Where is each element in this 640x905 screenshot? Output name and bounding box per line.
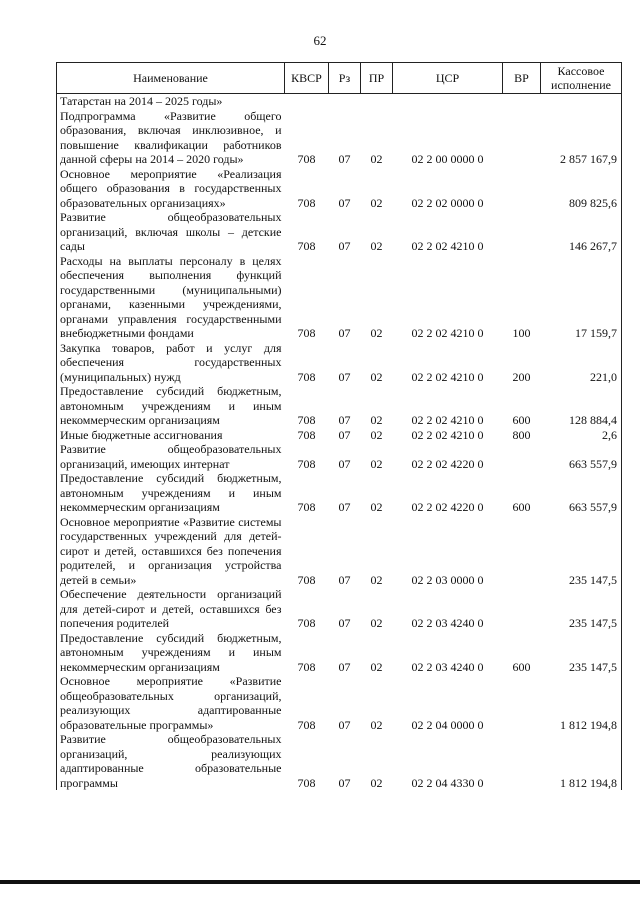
cell-pr: 02 bbox=[370, 500, 383, 514]
cell-vr: 100 bbox=[512, 326, 531, 340]
cell-name: Основное мероприятие «Развитие системы государственных учреждений для детей-сирот и детей, оставшихся без попечения родителей, и организация устройства детей в семьи» bbox=[57, 515, 285, 588]
cell-rz: 07 bbox=[338, 326, 351, 340]
table-row bbox=[57, 94, 622, 109]
cell-vr bbox=[503, 515, 541, 588]
table-row bbox=[57, 428, 622, 443]
budget-execution-table bbox=[56, 62, 622, 790]
cell-rz: 07 bbox=[338, 195, 351, 210]
header-csr: ЦСР bbox=[393, 63, 503, 94]
cell-pr: 02 bbox=[370, 239, 383, 253]
cell-rz: 07 bbox=[338, 369, 351, 384]
cell-rz: 07 bbox=[338, 152, 351, 166]
cell-csr: 02 2 02 4210 0 bbox=[411, 239, 484, 253]
cell-kvsr: 708 bbox=[297, 152, 316, 166]
header-vr: ВР bbox=[503, 63, 541, 94]
table-row bbox=[57, 384, 622, 428]
cell-amount: 235 147,5 bbox=[541, 631, 622, 675]
cell-amount: 663 557,9 bbox=[541, 471, 622, 515]
header-kvsr: КВСР bbox=[285, 63, 329, 94]
cell-amount: 17 159,7 bbox=[541, 254, 622, 341]
table-row bbox=[57, 254, 622, 341]
cell-name: Предоставление субсидий бюджетным, автономным учреждениям и иным некоммерческим организациям bbox=[57, 384, 285, 428]
cell-name: Подпрограмма «Развитие общего образования, включая инклюзивное, и повышение квалификации работников данной сферы на 2014 – 2020 годы» bbox=[57, 109, 285, 167]
table-row bbox=[57, 210, 622, 254]
cell-rz: 07 bbox=[338, 659, 351, 674]
cell-amount: 663 557,9 bbox=[541, 442, 622, 471]
cell-name: Основное мероприятие «Развитие общеобразовательных организаций, реализующих адаптированные образовательные программы» bbox=[57, 674, 285, 732]
cell-name: Развитие общеобразовательных организаций, реализующих адаптированные образовательные программы bbox=[57, 732, 285, 790]
cell-amount: 235 147,5 bbox=[541, 587, 622, 631]
cell-pr: 02 bbox=[370, 775, 383, 790]
cell-kvsr: 708 bbox=[297, 413, 316, 427]
cell-rz: 07 bbox=[338, 616, 351, 630]
cell-vr: 600 bbox=[512, 500, 531, 514]
cell-csr: 02 2 04 0000 0 bbox=[411, 717, 484, 732]
cell-vr bbox=[503, 167, 541, 211]
table-row bbox=[57, 471, 622, 515]
table-header-row bbox=[57, 63, 622, 94]
table-row bbox=[57, 442, 622, 471]
cell-name: Расходы на выплаты персоналу в целях обеспечения выполнения функций государственными (муниципальными) органами, казенными учреждениями, органами управления государственными внебюджетными фондами bbox=[57, 254, 285, 341]
cell-csr: 02 2 00 0000 0 bbox=[411, 152, 484, 166]
cell-csr bbox=[393, 94, 503, 109]
cell-name: Предоставление субсидий бюджетным, автономным учреждениям и иным некоммерческим организациям bbox=[57, 471, 285, 515]
cell-pr: 02 bbox=[370, 616, 383, 630]
cell-kvsr: 708 bbox=[297, 239, 316, 253]
table-row bbox=[57, 109, 622, 167]
table-row bbox=[57, 167, 622, 211]
cell-kvsr: 708 bbox=[297, 326, 316, 340]
cell-amount: 809 825,6 bbox=[541, 167, 622, 211]
cell-kvsr: 708 bbox=[297, 369, 316, 384]
cell-name: Татарстан на 2014 – 2025 годы» bbox=[57, 94, 285, 109]
cell-csr: 02 2 02 4210 0 bbox=[411, 369, 484, 384]
header-amount: Кассовое исполнение bbox=[541, 63, 622, 94]
cell-pr: 02 bbox=[370, 717, 383, 732]
cell-csr: 02 2 02 0000 0 bbox=[411, 195, 484, 210]
cell-name: Иные бюджетные ассигнования bbox=[57, 428, 285, 443]
cell-name: Закупка товаров, работ и услуг для обеспечения государственных (муниципальных) нужд bbox=[57, 341, 285, 385]
cell-vr bbox=[503, 109, 541, 167]
cell-amount: 128 884,4 bbox=[541, 384, 622, 428]
cell-pr: 02 bbox=[370, 427, 383, 442]
cell-rz: 07 bbox=[338, 572, 351, 587]
cell-kvsr: 708 bbox=[297, 500, 316, 514]
cell-rz: 07 bbox=[338, 413, 351, 427]
table-row bbox=[57, 341, 622, 385]
cell-pr bbox=[361, 94, 393, 109]
cell-pr: 02 bbox=[370, 152, 383, 166]
cell-vr: 200 bbox=[512, 369, 531, 384]
cell-name: Развитие общеобразовательных организаций, имеющих интернат bbox=[57, 442, 285, 471]
cell-rz: 07 bbox=[338, 239, 351, 253]
cell-rz bbox=[329, 94, 361, 109]
cell-amount: 1 812 194,8 bbox=[541, 732, 622, 790]
header-name: Наименование bbox=[57, 63, 285, 94]
cell-rz: 07 bbox=[338, 456, 351, 471]
cell-csr: 02 2 03 4240 0 bbox=[411, 616, 484, 630]
cell-csr: 02 2 03 0000 0 bbox=[411, 572, 484, 587]
cell-csr: 02 2 03 4240 0 bbox=[411, 659, 484, 674]
cell-pr: 02 bbox=[370, 572, 383, 587]
cell-pr: 02 bbox=[370, 659, 383, 674]
cell-amount: 235 147,5 bbox=[541, 515, 622, 588]
cell-vr bbox=[503, 732, 541, 790]
cell-amount: 1 812 194,8 bbox=[541, 674, 622, 732]
cell-amount: 2,6 bbox=[541, 428, 622, 443]
table-row bbox=[57, 631, 622, 675]
cell-vr bbox=[503, 674, 541, 732]
cell-kvsr: 708 bbox=[297, 572, 316, 587]
cell-vr bbox=[503, 94, 541, 109]
cell-csr: 02 2 02 4210 0 bbox=[411, 413, 484, 427]
cell-csr: 02 2 02 4220 0 bbox=[411, 500, 484, 514]
cell-amount: 2 857 167,9 bbox=[541, 109, 622, 167]
cell-vr bbox=[503, 210, 541, 254]
cell-kvsr: 708 bbox=[297, 195, 316, 210]
cell-kvsr bbox=[285, 94, 329, 109]
cell-rz: 07 bbox=[338, 775, 351, 790]
cell-name: Обеспечение деятельности организаций для детей-сирот и детей, оставшихся без попечения родителей bbox=[57, 587, 285, 631]
cell-pr: 02 bbox=[370, 369, 383, 384]
cell-rz: 07 bbox=[338, 500, 351, 514]
cell-name: Основное мероприятие «Реализация общего образования в государственных образовательных организациях» bbox=[57, 167, 285, 211]
cell-rz: 07 bbox=[338, 427, 351, 442]
cell-name: Развитие общеобразовательных организаций, включая школы – детские сады bbox=[57, 210, 285, 254]
cell-kvsr: 708 bbox=[297, 775, 316, 790]
cell-pr: 02 bbox=[370, 195, 383, 210]
cell-kvsr: 708 bbox=[297, 456, 316, 471]
cell-pr: 02 bbox=[370, 326, 383, 340]
page-number: 62 bbox=[313, 33, 327, 48]
cell-name: Предоставление субсидий бюджетным, автономным учреждениям и иным некоммерческим организациям bbox=[57, 631, 285, 675]
header-rz: Рз bbox=[329, 63, 361, 94]
cell-kvsr: 708 bbox=[297, 427, 316, 442]
cell-csr: 02 2 02 4210 0 bbox=[411, 326, 484, 340]
cell-kvsr: 708 bbox=[297, 659, 316, 674]
cell-kvsr: 708 bbox=[297, 616, 316, 630]
cell-csr: 02 2 02 4220 0 bbox=[411, 456, 484, 471]
table-row bbox=[57, 674, 622, 732]
cell-pr: 02 bbox=[370, 456, 383, 471]
cell-kvsr: 708 bbox=[297, 717, 316, 732]
table-row bbox=[57, 587, 622, 631]
header-pr: ПР bbox=[361, 63, 393, 94]
cell-vr bbox=[503, 442, 541, 471]
cell-amount bbox=[541, 94, 622, 109]
table-row bbox=[57, 515, 622, 588]
cell-amount: 221,0 bbox=[541, 341, 622, 385]
cell-amount: 146 267,7 bbox=[541, 210, 622, 254]
cell-csr: 02 2 02 4210 0 bbox=[411, 427, 484, 442]
table-row bbox=[57, 732, 622, 790]
cell-pr: 02 bbox=[370, 413, 383, 427]
cell-rz: 07 bbox=[338, 717, 351, 732]
cell-vr: 800 bbox=[512, 427, 531, 442]
cell-vr bbox=[503, 587, 541, 631]
cell-vr: 600 bbox=[512, 413, 531, 427]
cell-csr: 02 2 04 4330 0 bbox=[411, 775, 484, 790]
cell-vr: 600 bbox=[512, 659, 531, 674]
scan-bottom-border bbox=[0, 880, 640, 884]
